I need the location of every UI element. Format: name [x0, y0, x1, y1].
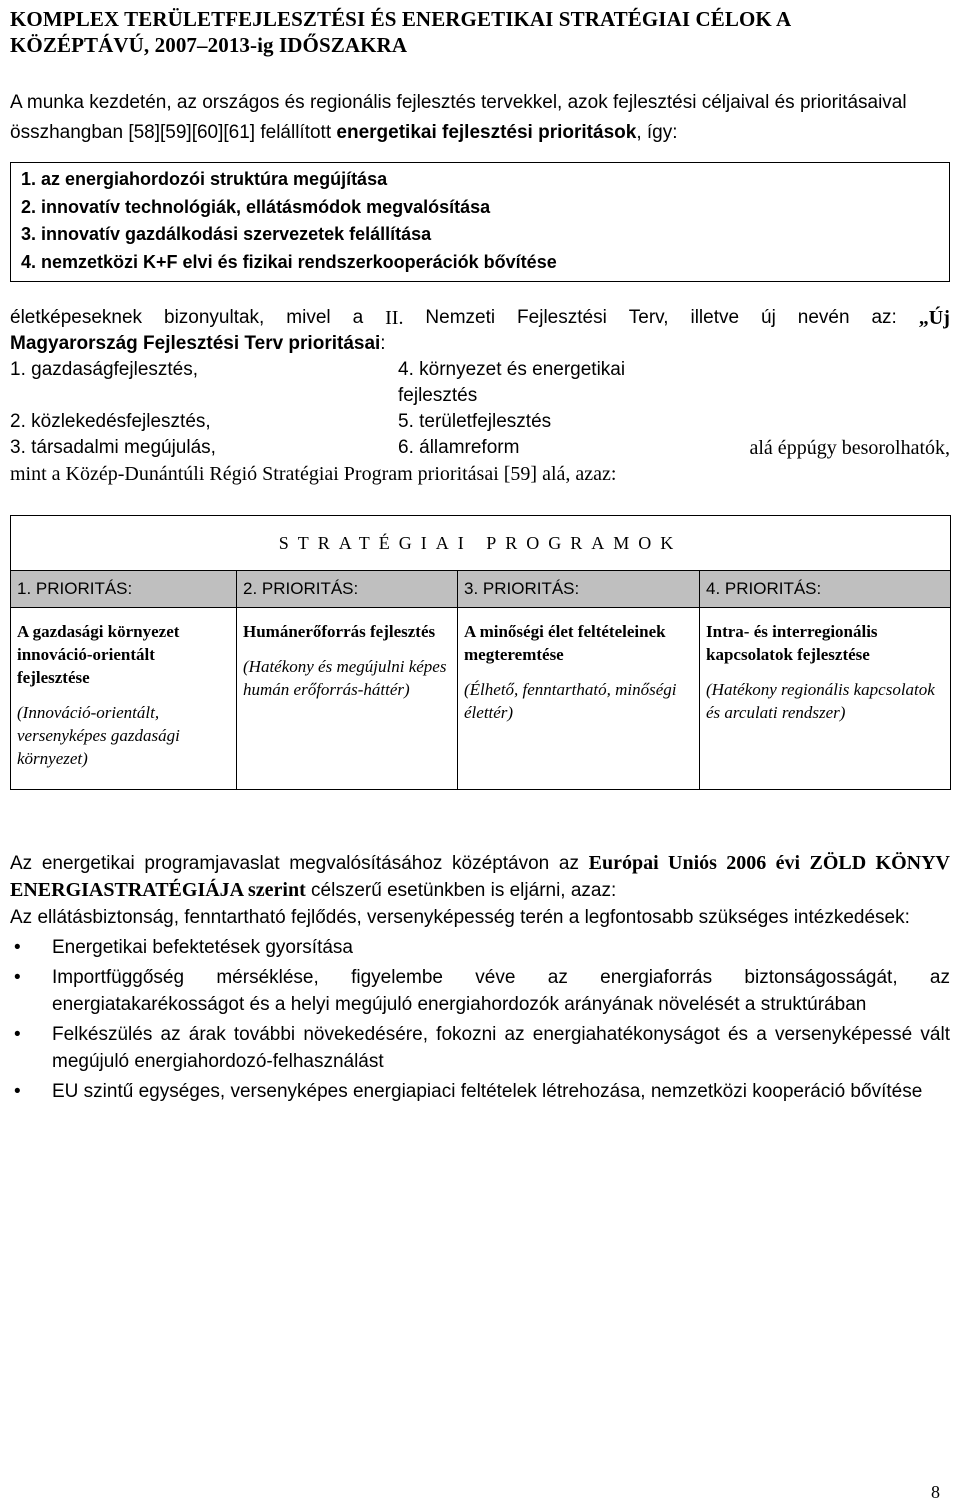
- priority-content-row: [11, 608, 951, 790]
- national-priorities-row: [10, 435, 950, 461]
- priority-label-row: [11, 571, 951, 608]
- paragraph-text: Az energetikai programjavaslat megvalósításához középtávon az: [10, 853, 589, 874]
- green-paper-reference: Európai Uniós 2006 évi ZÖLD KÖNYV ENERGIASTRATÉGIÁJA szerint: [10, 852, 950, 901]
- word: bizonyultak,: [164, 307, 265, 328]
- national-priority-right: 6. államreform: [398, 437, 520, 458]
- page-number: 8: [931, 1482, 940, 1502]
- strategic-programs-table: [10, 515, 951, 790]
- green-paper-paragraph: [10, 850, 950, 931]
- energy-priority-item: 3. innovatív gazdálkodási szervezetek felállítása: [21, 224, 432, 244]
- table-heading-row: [11, 516, 951, 571]
- document-page: [10, 0, 950, 1105]
- paragraph-text: Az ellátásbiztonság, fenntartható fejlődés, versenyképesség terén a legfontosabb szükséges intézkedések:: [10, 907, 910, 928]
- word: Nemzeti: [425, 307, 496, 328]
- energy-priorities-list: [21, 166, 949, 276]
- priority-subtitle: (Innováció-orientált, versenyképes gazdasági környezet): [17, 703, 180, 768]
- word: Fejlesztési: [517, 307, 607, 328]
- priority-cell: [700, 608, 951, 790]
- priority-title: A minőségi élet feltételeinek megteremtése: [464, 622, 666, 664]
- word: életképeseknek: [10, 307, 143, 328]
- national-priorities-row: [10, 409, 950, 435]
- bullet-icon: •: [14, 1081, 21, 1102]
- energy-priority-item: 1. az energiahordozói struktúra megújítása: [21, 169, 388, 189]
- intro-tail-text: , így:: [636, 122, 678, 143]
- national-priorities-closing: mint a Közép-Dunántúli Régió Stratégiai Program prioritásai [59] alá, azaz:: [10, 463, 617, 485]
- national-priority-tail: alá éppúgy besorolhatók,: [749, 437, 950, 459]
- priority-label: 3. PRIORITÁS:: [458, 571, 700, 608]
- list-item-text: Felkészülés az árak további növekedésére, fokozni az energiahatékonyságot és a versenyképessé vált megújuló energiahordozó-felhasználást: [52, 1024, 950, 1072]
- national-priority-left: 1. gazdaságfejlesztés,: [10, 359, 199, 380]
- list-item-text: Importfüggőség mérséklése, figyelembe véve az energiaforrás biztonságosságát, az energiatakarékosságot és a helyi megújuló energiahordozók arányának növelését a struktúrában: [52, 967, 950, 1015]
- priority-subtitle: (Hatékony regionális kapcsolatok és arculati rendszer): [706, 680, 935, 722]
- priority-label: 1. PRIORITÁS:: [11, 571, 237, 608]
- development-plan-paragraph: [10, 305, 950, 357]
- word: „Új: [918, 307, 950, 329]
- word: új: [761, 307, 776, 328]
- measures-list: [10, 934, 950, 1105]
- national-priorities-grid: [10, 357, 950, 487]
- priority-cell: [11, 608, 237, 790]
- list-item: [10, 964, 950, 1018]
- national-priorities-row: [10, 357, 950, 409]
- list-item: [10, 1021, 950, 1075]
- bullet-icon: •: [14, 1024, 21, 1045]
- national-priority-tail: [688, 357, 950, 409]
- priority-subtitle: (Hatékony és megújulni képes humán erőforrás-háttér): [243, 657, 447, 699]
- title-line-1: KOMPLEX TERÜLETFEJLESZTÉSI ÉS ENERGETIKAI STRATÉGIAI CÉLOK A: [10, 7, 792, 31]
- energy-priorities-box: [10, 162, 950, 282]
- plan-name-colon: :: [380, 333, 386, 354]
- priority-title: Intra- és interregionális kapcsolatok fejlesztése: [706, 622, 878, 664]
- title-line-2: KÖZÉPTÁVÚ, 2007–2013-ig IDŐSZAKRA: [10, 33, 408, 57]
- paragraph-text: célszerű esetünkben is eljárni, azaz:: [305, 880, 617, 901]
- list-item-text: EU szintű egységes, versenyképes energiapiaci feltételek létrehozása, nemzetközi kooperáció bővítése: [52, 1081, 923, 1102]
- national-priority-right: 4. környezet és energetikai fejlesztés: [398, 359, 626, 406]
- energy-priority-item: 4. nemzetközi K+F elvi és fizikai rendszerkooperációk bővítése: [21, 251, 557, 272]
- priority-title: A gazdasági környezet innováció-orientált fejlesztése: [17, 622, 180, 687]
- word: a: [352, 307, 364, 328]
- energy-priority-item: 2. innovatív technológiák, ellátásmódok megvalósítása: [21, 196, 491, 217]
- plan-name-line: [10, 331, 950, 357]
- intro-paragraph: [10, 88, 950, 148]
- list-item: [10, 934, 950, 961]
- bullet-icon: •: [14, 967, 21, 988]
- bullet-icon: •: [14, 937, 21, 958]
- word: az:: [871, 307, 897, 328]
- intro-text: A munka kezdetén, az országos és regionális fejlesztés tervekkel, azok fejlesztési céljaival és prioritásaival összhangban [58][59][60][61] felállított: [10, 92, 907, 143]
- intro-bold-text: energetikai fejlesztési prioritások: [336, 122, 637, 143]
- priority-cell: [458, 608, 700, 790]
- plan-name: Magyarország Fejlesztési Terv prioritásai: [10, 333, 381, 354]
- paragraph-justified-line: [10, 305, 950, 331]
- priority-label: 4. PRIORITÁS:: [700, 571, 951, 608]
- priority-label: 2. PRIORITÁS:: [237, 571, 458, 608]
- priority-subtitle: (Élhető, fenntartható, minőségi élettér): [464, 680, 677, 722]
- list-item-text: Energetikai befektetések gyorsítása: [52, 937, 354, 958]
- word: nevén: [797, 307, 850, 328]
- word: mivel: [286, 307, 331, 328]
- document-title: [10, 6, 950, 58]
- national-priority-right: 5. területfejlesztés: [398, 411, 552, 432]
- priority-title: Humánerőforrás fejlesztés: [243, 622, 436, 641]
- word: II.: [385, 307, 404, 329]
- word: Terv,: [628, 307, 669, 328]
- national-priority-left: 3. társadalmi megújulás,: [10, 437, 216, 458]
- national-priority-left: 2. közlekedésfejlesztés,: [10, 411, 211, 432]
- priority-cell: [237, 608, 458, 790]
- table-heading: STRATÉGIAI PROGRAMOK: [11, 516, 951, 571]
- list-item: [10, 1078, 950, 1105]
- national-priority-tail: [688, 409, 950, 435]
- word: illetve: [690, 307, 740, 328]
